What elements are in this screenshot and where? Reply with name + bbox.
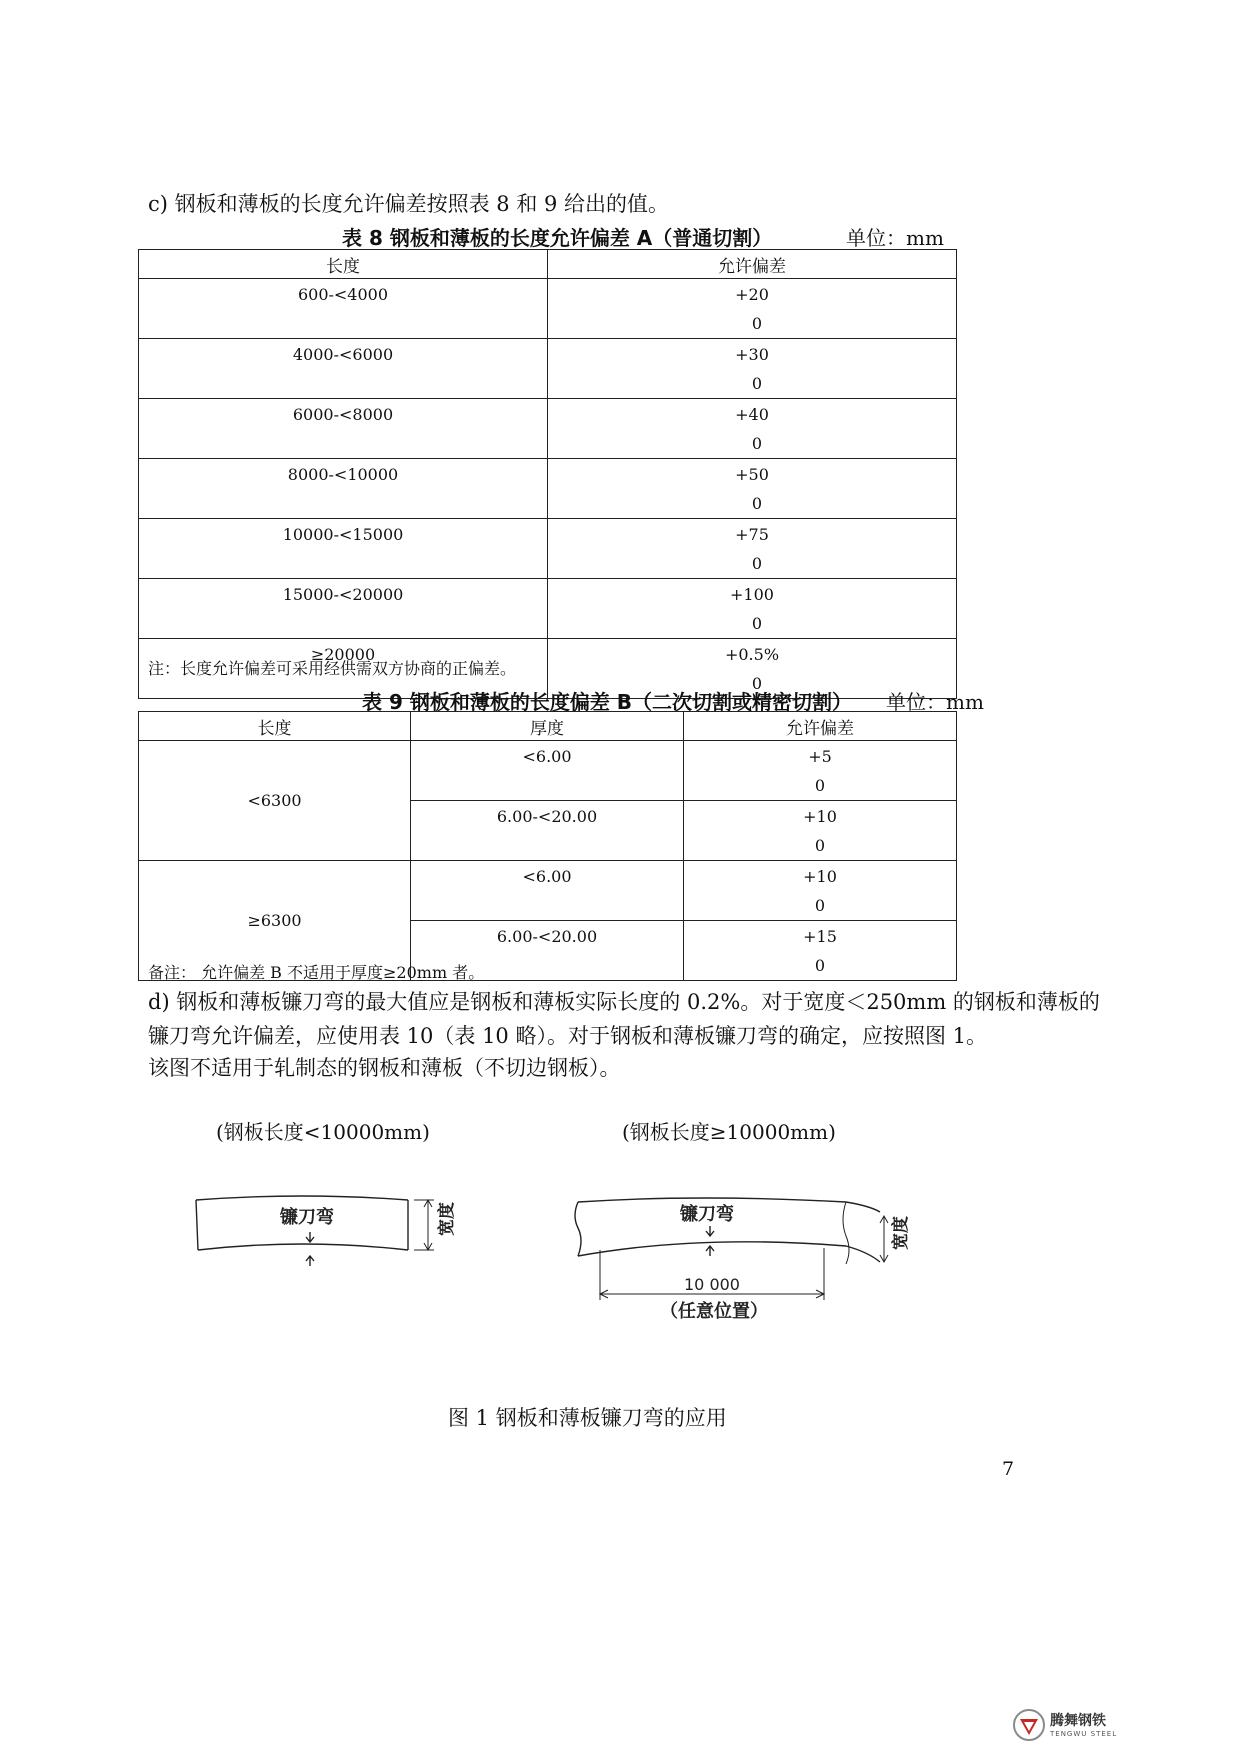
camber-label-left: 镰刀弯 bbox=[280, 1207, 334, 1228]
table9-note: 备注： 允许偏差 B 不适用于厚度≥20mm 者。 bbox=[148, 963, 485, 982]
width-label-right: 宽度 bbox=[891, 1216, 911, 1250]
dimension-10000: 10 000 bbox=[684, 1275, 740, 1294]
tolerance-lower: 0 bbox=[751, 614, 763, 633]
paragraph-c: c) 钢板和薄板的长度允许偏差按照表 8 和 9 给出的值。 bbox=[148, 192, 670, 216]
table8-header-length: 长度 bbox=[139, 250, 548, 279]
table9-header-length: 长度 bbox=[139, 712, 411, 741]
table9-thickness-cell: <6.00 bbox=[411, 741, 684, 801]
table9-length-cell: ≥6300 bbox=[139, 861, 411, 981]
tolerance-lower: 0 bbox=[751, 494, 763, 513]
table8-tolerance-cell bbox=[548, 579, 957, 639]
table8-length-cell: 10000-<15000 bbox=[139, 519, 548, 579]
table-row bbox=[139, 459, 957, 519]
company-logo bbox=[1012, 1706, 1130, 1746]
logo-name-cn: 腾舞钢铁 bbox=[1050, 1713, 1106, 1729]
table8-length-cell: 4000-<6000 bbox=[139, 339, 548, 399]
tolerance-lower: 0 bbox=[814, 836, 826, 855]
width-label-left: 宽度 bbox=[437, 1202, 457, 1236]
table9-thickness-cell: 6.00-<20.00 bbox=[411, 801, 684, 861]
table8-caption: 表 8 钢板和薄板的长度允许偏差 A（普通切割） bbox=[342, 226, 773, 250]
table9-tolerance-cell bbox=[684, 861, 957, 921]
table9-tolerance-cell bbox=[684, 801, 957, 861]
camber-label-right: 镰刀弯 bbox=[680, 1204, 734, 1225]
table9-tolerance-cell bbox=[684, 741, 957, 801]
tolerance-lower: 0 bbox=[814, 896, 826, 915]
tolerance-upper: +5 bbox=[808, 747, 832, 766]
table8 bbox=[138, 249, 957, 699]
table8-header-tolerance: 允许偏差 bbox=[548, 250, 957, 279]
table-row bbox=[139, 861, 957, 921]
tolerance-lower: 0 bbox=[751, 314, 763, 333]
table9-thickness-cell: <6.00 bbox=[411, 861, 684, 921]
table9-tolerance-cell bbox=[684, 921, 957, 981]
tolerance-upper: +30 bbox=[735, 345, 769, 364]
table-row bbox=[139, 741, 957, 801]
tolerance-upper: +40 bbox=[735, 405, 769, 424]
table9-header-tolerance: 允许偏差 bbox=[684, 712, 957, 741]
tolerance-upper: +15 bbox=[803, 927, 837, 946]
table8-length-cell: 15000-<20000 bbox=[139, 579, 548, 639]
table8-tolerance-cell bbox=[548, 339, 957, 399]
table-row bbox=[139, 279, 957, 339]
logo-name-en: TENGWU STEEL bbox=[1050, 1730, 1118, 1738]
table9-length-cell: <6300 bbox=[139, 741, 411, 861]
figure-caption: 图 1 钢板和薄板镰刀弯的应用 bbox=[448, 1406, 727, 1430]
tolerance-upper: +0.5% bbox=[724, 645, 780, 664]
tolerance-lower: 0 bbox=[814, 956, 826, 975]
table9-caption: 表 9 钢板和薄板的长度偏差 B（二次切割或精密切割） bbox=[362, 690, 853, 714]
table-row bbox=[139, 339, 957, 399]
tolerance-lower: 0 bbox=[751, 374, 763, 393]
tolerance-lower: 0 bbox=[751, 674, 763, 693]
page-number: 7 bbox=[1002, 1458, 1015, 1480]
table9-header-thickness: 厚度 bbox=[411, 712, 684, 741]
figure-right-title: (钢板长度≥10000mm) bbox=[622, 1120, 836, 1144]
table-row bbox=[139, 579, 957, 639]
table8-length-cell: 6000-<8000 bbox=[139, 399, 548, 459]
tolerance-lower: 0 bbox=[814, 776, 826, 795]
table-row bbox=[139, 399, 957, 459]
tolerance-upper: +20 bbox=[735, 285, 769, 304]
figure-left-title: (钢板长度<10000mm) bbox=[216, 1120, 430, 1144]
table8-note: 注：长度允许偏差可采用经供需双方协商的正偏差。 bbox=[148, 659, 517, 678]
tolerance-lower: 0 bbox=[751, 434, 763, 453]
paragraph-d-line1: d) 钢板和薄板镰刀弯的最大值应是钢板和薄板实际长度的 0.2%。对于宽度＜250mm 的钢板和薄板的 bbox=[148, 990, 1100, 1014]
tolerance-upper: +10 bbox=[803, 867, 837, 886]
paragraph-d-line2: 镰刀弯允许偏差，应使用表 10（表 10 略）。对于钢板和薄板镰刀弯的确定，应按照图 1。 bbox=[148, 1024, 988, 1048]
table8-tolerance-cell bbox=[548, 399, 957, 459]
table8-tolerance-cell bbox=[548, 279, 957, 339]
table9 bbox=[138, 711, 957, 981]
tolerance-upper: +75 bbox=[735, 525, 769, 544]
table8-length-cell: 600-<4000 bbox=[139, 279, 548, 339]
paragraph-d-line3: 该图不适用于轧制态的钢板和薄板（不切边钢板）。 bbox=[148, 1056, 621, 1080]
tolerance-lower: 0 bbox=[751, 554, 763, 573]
tolerance-upper: +50 bbox=[735, 465, 769, 484]
table8-tolerance-cell bbox=[548, 459, 957, 519]
table8-tolerance-cell bbox=[548, 519, 957, 579]
camber-diagram bbox=[180, 1180, 920, 1350]
table9-unit: 单位：mm bbox=[886, 690, 984, 714]
table8-unit: 单位：mm bbox=[846, 226, 944, 250]
table-row bbox=[139, 519, 957, 579]
tolerance-upper: +10 bbox=[803, 807, 837, 826]
table8-length-cell: 8000-<10000 bbox=[139, 459, 548, 519]
table9-thickness-cell: 6.00-<20.00 bbox=[411, 921, 684, 981]
position-label: （任意位置） bbox=[660, 1301, 768, 1322]
table8-length-cell: ≥20000 bbox=[139, 639, 548, 699]
tolerance-upper: +100 bbox=[730, 585, 774, 604]
logo-mark-icon bbox=[1012, 1708, 1046, 1742]
